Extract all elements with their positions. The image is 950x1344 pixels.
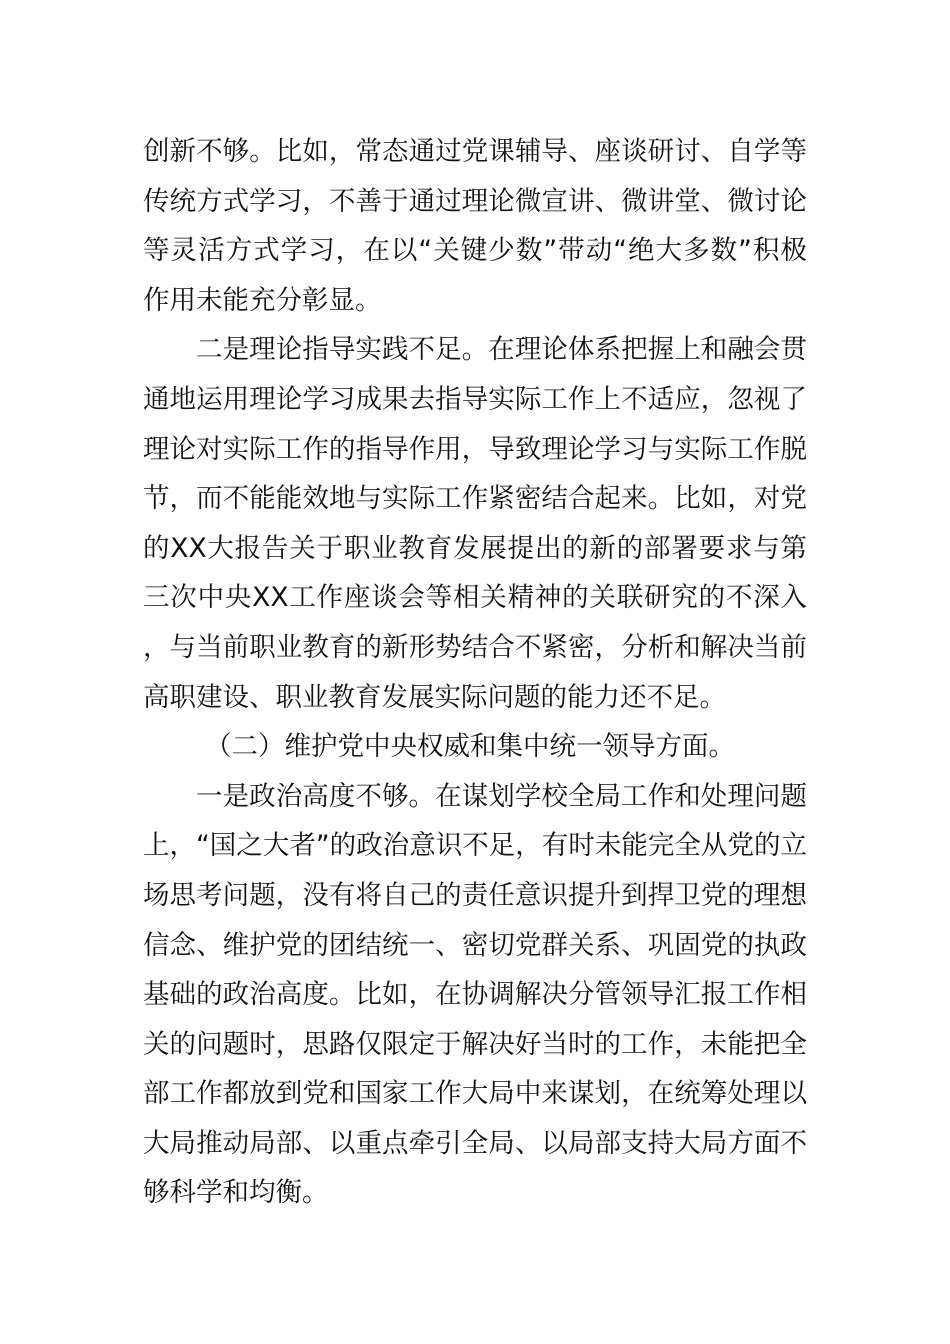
document-body xyxy=(143,127,807,1218)
section-heading: （二）维护党中央权威和集中统一领导方面。 xyxy=(205,731,735,763)
paragraph-continuation: 创新不够。比如，常态通过党课辅导、座谈研讨、自学等传统方式学习，不善于通过理论微宣讲、微讲堂、微讨论等灵活方式学习，在以“关键少数”带动“绝大多数”积极作用未能充分彰显。 xyxy=(143,136,807,316)
paragraph-theory-guidance: 二是理论指导实践不足。在理论体系把握上和融会贯通地运用理论学习成果去指导实际工作上不适应，忽视了理论对实际工作的指导作用，导致理论学习与实际工作脱节，而不能能效地与实际工作紧密结合起来。比如，对党的XX大报告关于职业教育发展提出的新的部署要求与第三次中央XX工作座谈会等相关精神的关联研究的不深入，与当前职业教育的新形势结合不紧密，分析和解决当前高职建设、职业教育发展实际问题的能力还不足。 xyxy=(143,334,807,713)
paragraph-political-height: 一是政治高度不够。在谋划学校全局工作和处理问题上，“国之大者”的政治意识不足，有时未能完全从党的立场思考问题，没有将自己的责任意识提升到捍卫党的理想信念、维护党的团结统一、密切党群关系、巩固党的执政基础的政治高度。比如，在协调解决分管领导汇报工作相关的问题时，思路仅限定于解决好当时的工作，未能把全部工作都放到党和国家工作大局中来谋划，在统筹处理以大局推动局部、以重点牵引全局、以局部支持大局方面不够科学和均衡。 xyxy=(143,780,807,1209)
